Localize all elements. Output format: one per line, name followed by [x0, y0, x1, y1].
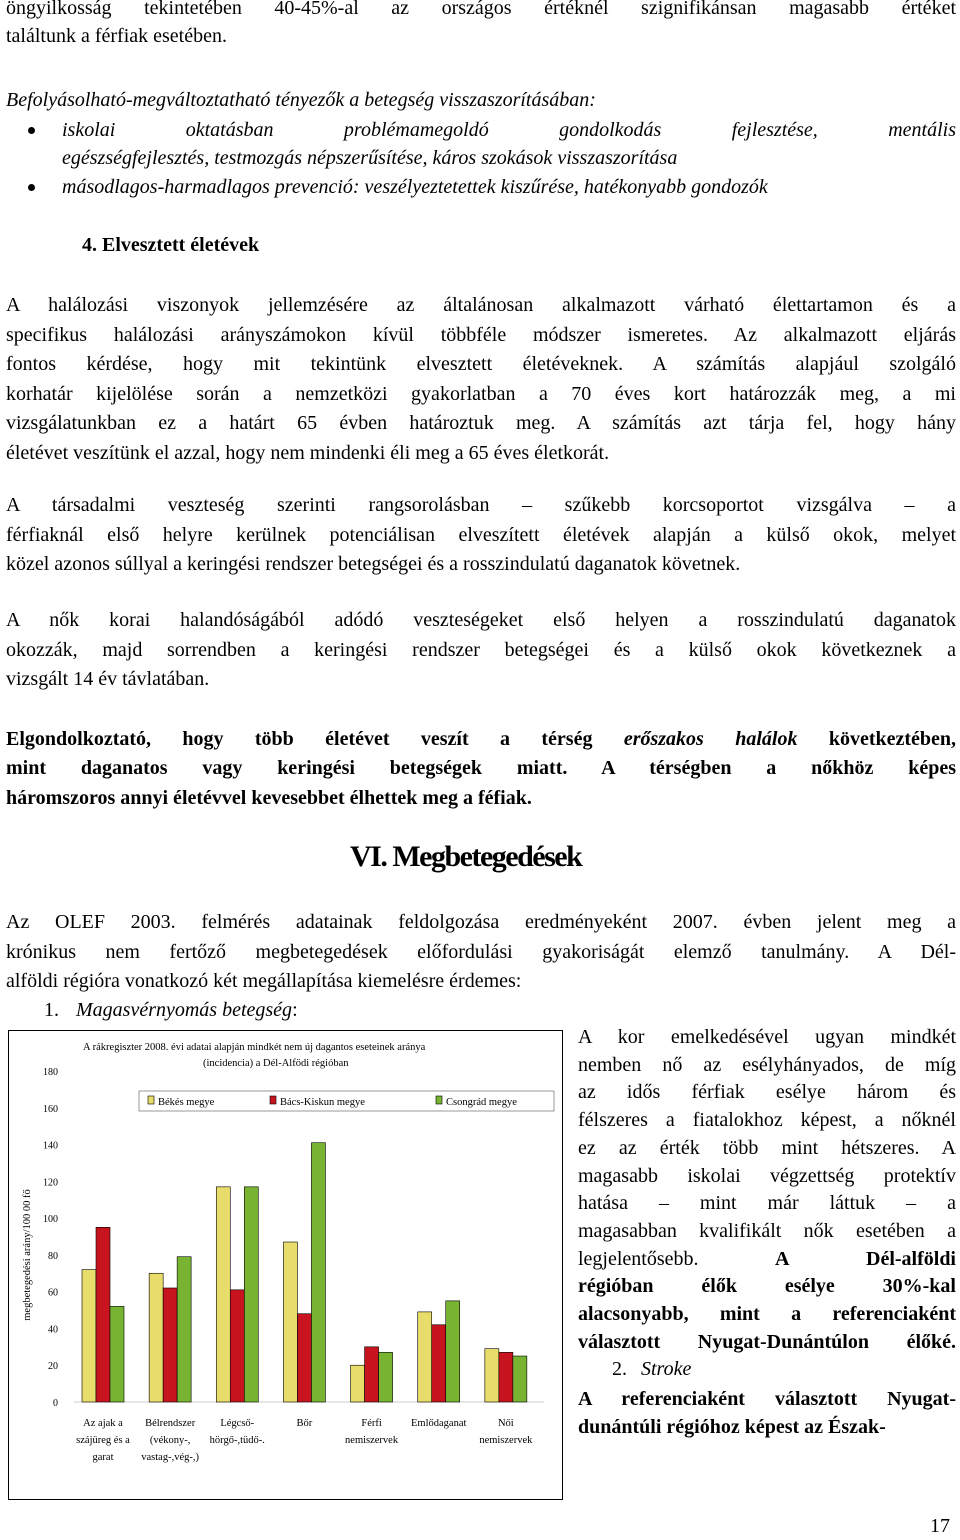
- bar-bekes: [418, 1312, 432, 1402]
- right-column-line: nemben nő az esélyhányados, de míg: [578, 1053, 956, 1076]
- legend-swatch: [148, 1096, 154, 1104]
- right-column-line: régióban élők esélye 30%-kal: [578, 1275, 956, 1298]
- paragraph-line: Az OLEF 2003. felmérés adatainak feldolgozása eredményeként 2007. évben jelent meg a: [6, 911, 956, 933]
- bullet-icon: [28, 184, 35, 191]
- bold-paragraph-line-1: [6, 725, 956, 753]
- right-column-line: alacsonyabb, mint a referenciaként: [578, 1303, 956, 1325]
- paragraph-line: életévet veszítünk el azzal, hogy nem mindenki éli meg a 65 éves életkorát.: [6, 442, 610, 464]
- paragraph-line: krónikus nem fertőző megbetegedések előfordulási gyakoriságát elemző tanulmány. A Dél-: [6, 940, 956, 963]
- bar-bacs-kiskun: [163, 1288, 177, 1402]
- paragraph-line: specifikus halálozási arányszámokon kívül többféle módszer ismeretes. Az alkalmazott eljárás: [6, 323, 956, 346]
- right-column-line: A kor emelkedésével ugyan mindkét: [578, 1026, 956, 1048]
- right-column-line: magasabb iskolai végzettség protektív: [578, 1164, 956, 1187]
- y-tick-label: 100: [43, 1214, 58, 1226]
- x-tick-label: Bőr: [296, 1418, 313, 1429]
- legend-label: Csongrád megye: [446, 1097, 517, 1108]
- bold-text: következtében,: [828, 728, 957, 750]
- bar-bacs-kiskun: [297, 1314, 311, 1402]
- legend-label: Bács-Kiskun megye: [280, 1097, 365, 1108]
- bar-bekes: [351, 1365, 365, 1402]
- legend-swatch: [436, 1096, 442, 1104]
- cancer-incidence-chart: [8, 1030, 563, 1500]
- y-tick-label: 120: [43, 1177, 58, 1189]
- bullet-icon: [28, 127, 35, 134]
- chart-title-line-1: A rákregiszter 2008. évi adatai alapján mindkét nem új dagantos eseteinek aránya: [83, 1042, 426, 1053]
- paragraph-line: fontos kérdése, hogy mit tekintünk elvesztett életéveknek. A számítás alapjául szolgáló: [6, 353, 956, 376]
- influence-title: Befolyásolható-megváltoztatható tényezők a betegség visszaszorításában:: [6, 89, 596, 111]
- bar-bekes: [149, 1273, 163, 1402]
- legend-swatch: [270, 1096, 276, 1104]
- bar-csongrad: [513, 1356, 527, 1402]
- bold-paragraph-line-2: mint daganatos vagy keringési betegségek miatt. A térségben a nőkhöz képes: [6, 757, 956, 779]
- paragraph-line: vizsgálatunkban ez a határt 65 évben határoztuk meg. A számítás azt tárja fel, hogy hány: [6, 412, 956, 435]
- x-tick-label: (vékony-,: [149, 1435, 191, 1446]
- y-tick-label: 40: [48, 1324, 58, 1336]
- bar-bacs-kiskun: [96, 1227, 110, 1402]
- bar-csongrad: [110, 1306, 124, 1402]
- right-column-line: választott Nyugat-Dunántúlon élőké.: [578, 1330, 956, 1353]
- right-column-line: A referenciaként választott Nyugat-: [578, 1388, 956, 1411]
- right-column-line: [578, 1246, 956, 1274]
- list-number: 2.: [612, 1358, 627, 1381]
- list-number: 1.: [44, 999, 59, 1021]
- x-tick-label: szájüreg és a: [76, 1435, 130, 1446]
- y-tick-label: 180: [43, 1067, 58, 1078]
- list-label: Stroke: [641, 1358, 692, 1381]
- paragraph-line: A társadalmi veszteség szerinti rangsorolásban – szűkebb korcsoportot vizsgálva – a: [6, 494, 956, 516]
- x-tick-label: vastag-,vég-,): [141, 1452, 200, 1463]
- right-column-line: dunántúli régióhoz képest az Észak-: [578, 1415, 886, 1438]
- paragraph-line: okozzák, majd sorrendben a keringési rendszer betegségei és a külső okok következnek a: [6, 638, 956, 661]
- x-tick-label: Férfi: [361, 1418, 382, 1429]
- x-tick-label: Az ajak a: [83, 1418, 123, 1429]
- paragraph-line: alföldi régióra vonatkozó két megállapítása kiemelésre érdemes:: [6, 970, 522, 993]
- y-tick-label: 140: [43, 1140, 58, 1152]
- chapter-heading: VI. Megbetegedések: [350, 840, 582, 873]
- intro-line-2: találtunk a férfiak esetében.: [6, 25, 227, 47]
- y-axis-label: megbetegedési arány/100 00 fő: [22, 1189, 33, 1321]
- bar-bacs-kiskun: [365, 1347, 379, 1402]
- y-tick-label: 160: [43, 1103, 58, 1115]
- paragraph-line: vizsgált 14 év távlatában.: [6, 668, 210, 691]
- bar-bekes: [216, 1187, 230, 1402]
- normal-text: legjelentősebb.: [578, 1247, 699, 1270]
- list-colon: :: [292, 999, 298, 1021]
- chart-title-line-2: (incidencia) a Dél-Alfödi régióban: [203, 1058, 349, 1069]
- x-tick-label: garat: [92, 1452, 114, 1463]
- bar-csongrad: [311, 1143, 325, 1402]
- bar-bacs-kiskun: [432, 1325, 446, 1402]
- x-tick-label: Emlődaganat: [411, 1418, 467, 1429]
- x-tick-label: nemiszervek: [345, 1435, 399, 1446]
- y-tick-label: 80: [48, 1250, 58, 1262]
- x-tick-label: nemiszervek: [479, 1435, 533, 1446]
- paragraph-line: férfiaknál első helyre kerülnek potenciálisan elveszített életévek alapján a külső okok, melyet: [6, 523, 956, 546]
- paragraph-line: A halálozási viszonyok jellemzésére az általánosan alkalmazott várható élettartamon és a: [6, 294, 956, 316]
- bar-bekes: [82, 1270, 96, 1402]
- right-column-line: ez az érték több mint hétszeres. A: [578, 1136, 956, 1159]
- bar-bekes: [485, 1349, 499, 1402]
- x-tick-label: Légcső-: [220, 1418, 255, 1429]
- x-tick-label: Női: [497, 1418, 514, 1429]
- x-tick-label: Bélrendszer: [145, 1418, 196, 1429]
- influence-bullet-1-line-1: iskolai oktatásban problémamegoldó gondolkodás fejlesztése, mentális: [62, 119, 956, 141]
- bold-paragraph-line-3: háromszoros annyi életévvel kevesebbet élhettek meg a féfiak.: [6, 787, 532, 809]
- intro-line-1: öngyilkosság tekintetében 40-45%-al az országos értéknél szignifikánsan magasabb értéket: [6, 0, 956, 19]
- bar-bacs-kiskun: [230, 1290, 244, 1402]
- list-label: Magasvérnyomás betegség: [76, 999, 293, 1021]
- bar-csongrad: [244, 1187, 258, 1402]
- paragraph-line: A nők korai halandóságából adódó veszteségeket első helyen a rosszindulatú daganatok: [6, 609, 956, 631]
- influence-bullet-1-line-2: egészségfejlesztés, testmozgás népszerűsítése, káros szokások visszaszorítása: [62, 147, 678, 169]
- paragraph-line: korhatár kijelölése során a nemzetközi gyakorlatban a 70 éves kort határozzák meg, a mi: [6, 382, 956, 405]
- bar-bacs-kiskun: [499, 1352, 513, 1402]
- y-tick-label: 60: [48, 1287, 58, 1299]
- list-item-hypertension: [44, 996, 298, 1024]
- y-tick-label: 0: [53, 1398, 58, 1409]
- bar-csongrad: [177, 1257, 191, 1402]
- influence-bullet-2: másodlagos-harmadlagos prevenció: veszélyeztetettek kiszűrése, hatékonyabb gondozók: [62, 176, 768, 198]
- section-heading: 4. Elvesztett életévek: [82, 234, 260, 256]
- x-tick-label: hörgő-,tüdő-.: [209, 1435, 265, 1446]
- paragraph-line: közel azonos súllyal a keringési rendszer betegségei és a rosszindulatú daganatok követnek.: [6, 553, 741, 576]
- bar-csongrad: [446, 1301, 460, 1402]
- bar-bekes: [283, 1242, 297, 1402]
- right-column-line: hatása – mint már láttuk – a: [578, 1192, 956, 1215]
- legend-label: Békés megye: [158, 1097, 215, 1108]
- page-number: 17: [930, 1515, 950, 1537]
- emphasis-text: erőszakos halálok: [623, 728, 798, 750]
- list-item-stroke: [612, 1356, 960, 1384]
- bold-text: Elgondolkoztató, hogy több életévet veszít a térség: [6, 728, 593, 750]
- right-column-line: félszeres a fiatalokhoz képest, a nőknél: [578, 1109, 956, 1132]
- bar-csongrad: [379, 1352, 393, 1402]
- bold-text: A Dél-alföldi: [698, 1247, 956, 1270]
- right-column-line: az idős férfiak esélye három és: [578, 1081, 956, 1104]
- y-tick-label: 20: [48, 1361, 58, 1373]
- right-column-line: magasabban kvalifikált nők esetében a: [578, 1219, 956, 1242]
